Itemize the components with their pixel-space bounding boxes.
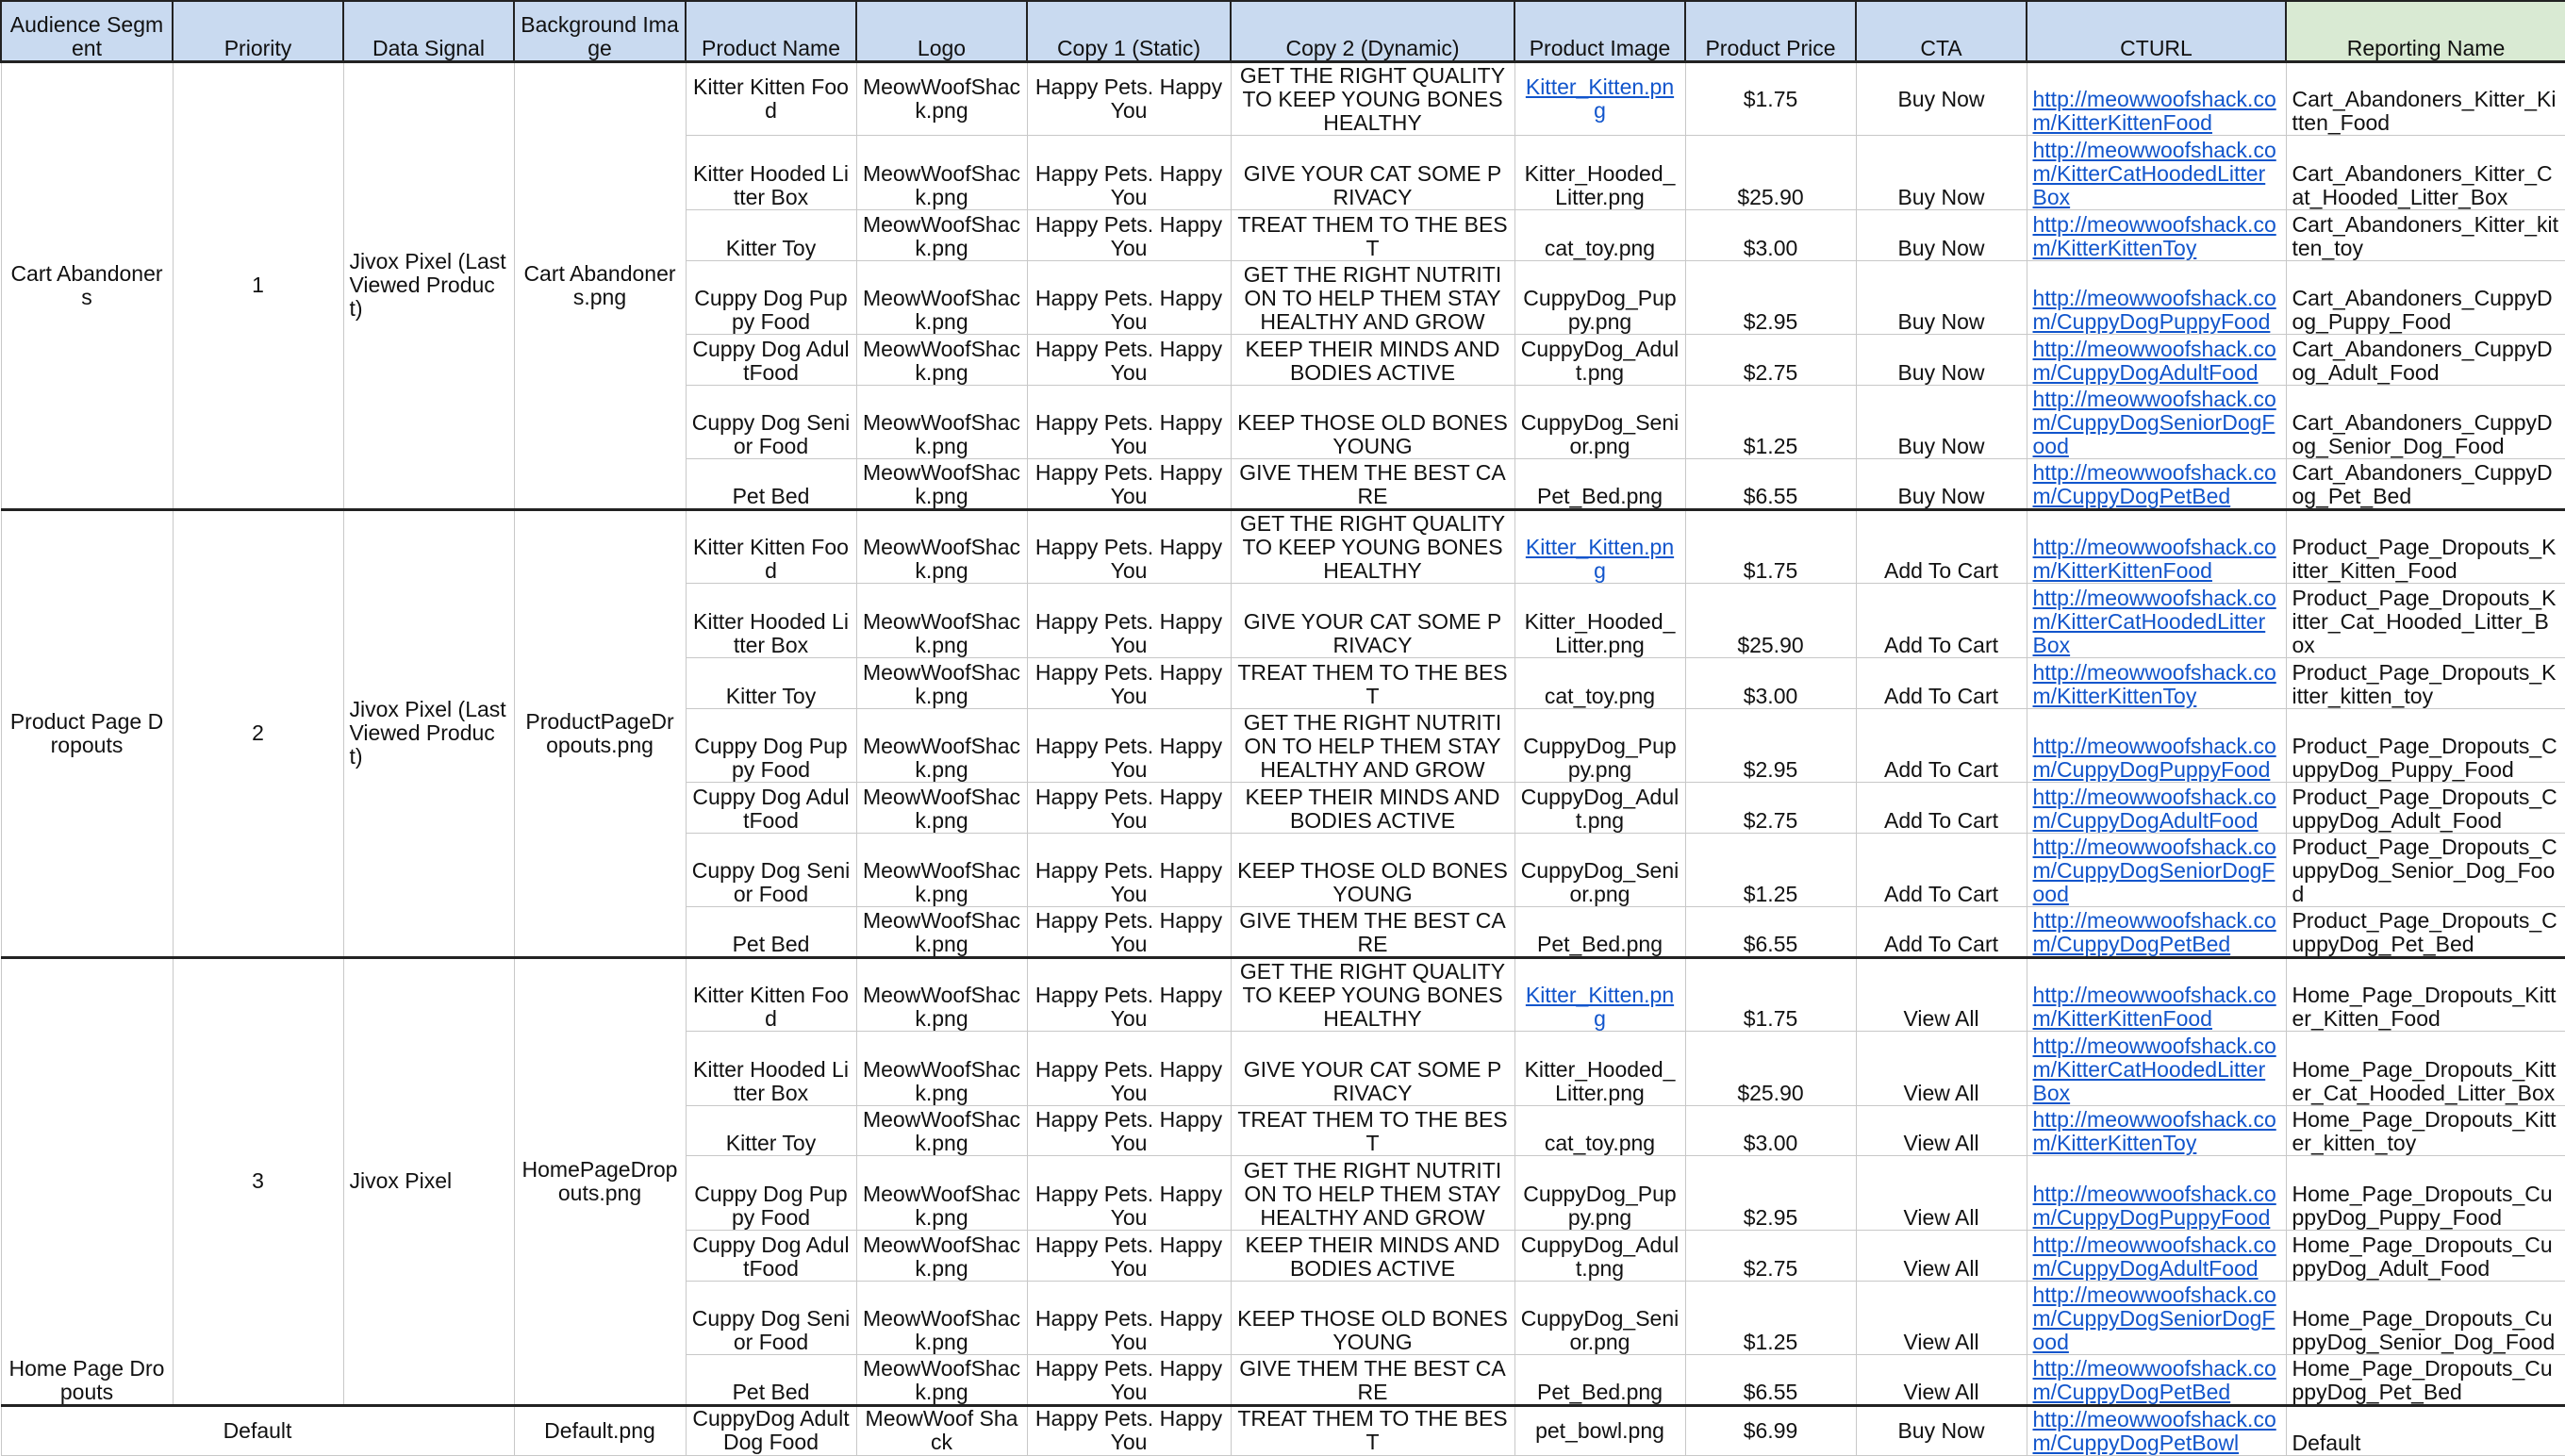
product-price-cell[interactable]: $3.00 (1685, 1105, 1856, 1156)
product-name-cell[interactable]: Kitter Hooded Litter Box (686, 1032, 856, 1105)
cta-cell[interactable]: Buy Now (1856, 385, 2027, 458)
copy-dynamic-cell[interactable]: KEEP THOSE OLD BONES YOUNG (1231, 385, 1514, 458)
header-logo[interactable]: Logo (856, 1, 1027, 62)
cturl-link[interactable]: http://meowwoofshack.com/KitterCatHoodedLitterBox (2032, 1033, 2276, 1105)
product-name-cell[interactable]: Cuppy Dog AdultFood (686, 782, 856, 833)
cturl-cell[interactable] (2027, 657, 2286, 708)
cturl-cell[interactable] (2027, 833, 2286, 906)
reporting-name-cell[interactable]: Product_Page_Dropouts_CuppyDog_Puppy_Food (2286, 708, 2565, 782)
copy-dynamic-cell[interactable]: TREAT THEM TO THE BEST (1231, 1105, 1514, 1156)
cta-cell[interactable]: Buy Now (1856, 1405, 2027, 1455)
product-name-cell[interactable]: CuppyDog Adult Dog Food (686, 1405, 856, 1455)
header-copy-1[interactable]: Copy 1 (Static) (1027, 1, 1231, 62)
product-image-cell[interactable]: Kitter_Hooded_Litter.png (1514, 584, 1685, 657)
product-image-cell[interactable]: CuppyDog_Adult.png (1514, 1230, 1685, 1281)
product-price-cell[interactable]: $6.55 (1685, 459, 1856, 510)
reporting-name-cell[interactable]: Home_Page_Dropouts_CuppyDog_Adult_Food (2286, 1230, 2565, 1281)
product-name-cell[interactable]: Kitter Toy (686, 1105, 856, 1156)
product-name-cell[interactable]: Pet Bed (686, 907, 856, 958)
copy-static-cell[interactable]: Happy Pets. Happy You (1027, 1105, 1231, 1156)
cturl-link[interactable]: http://meowwoofshack.com/CuppyDogSeniorDogFood (2032, 387, 2276, 459)
data-signal-cell[interactable]: Jivox Pixel (Last Viewed Product) (343, 509, 514, 957)
product-name-cell[interactable]: Kitter Toy (686, 657, 856, 708)
cturl-link[interactable]: http://meowwoofshack.com/CuppyDogSeniorDogFood (2032, 835, 2276, 907)
cturl-cell[interactable] (2027, 1281, 2286, 1354)
header-background-image[interactable]: Background Image (514, 1, 686, 62)
product-name-cell[interactable]: Pet Bed (686, 459, 856, 510)
logo-cell[interactable]: MeowWoofShack.png (856, 1105, 1027, 1156)
cta-cell[interactable]: View All (1856, 1230, 2027, 1281)
cta-cell[interactable]: Buy Now (1856, 334, 2027, 385)
product-price-cell[interactable]: $2.75 (1685, 1230, 1856, 1281)
cta-cell[interactable]: Buy Now (1856, 459, 2027, 510)
product-price-cell[interactable]: $2.75 (1685, 782, 1856, 833)
logo-cell[interactable]: MeowWoofShack.png (856, 1156, 1027, 1230)
reporting-name-cell[interactable]: Product_Page_Dropouts_CuppyDog_Senior_Dog_Food (2286, 833, 2565, 906)
product-image-cell[interactable]: CuppyDog_Adult.png (1514, 334, 1685, 385)
background-image-cell[interactable]: HomePageDropouts.png (514, 957, 686, 1405)
product-image-link[interactable]: Kitter_Kitten.png (1525, 74, 1675, 124)
product-image-cell[interactable]: Pet_Bed.png (1514, 1355, 1685, 1406)
reporting-name-cell[interactable]: Cart_Abandoners_Kitter_Cat_Hooded_Litter_Box (2286, 136, 2565, 209)
copy-static-cell[interactable]: Happy Pets. Happy You (1027, 708, 1231, 782)
reporting-name-cell[interactable]: Cart_Abandoners_Kitter_kitten_toy (2286, 209, 2565, 260)
product-image-cell[interactable]: CuppyDog_Senior.png (1514, 385, 1685, 458)
product-price-cell[interactable]: $2.95 (1685, 708, 1856, 782)
cta-cell[interactable]: Add To Cart (1856, 657, 2027, 708)
cturl-cell[interactable] (2027, 957, 2286, 1031)
cta-cell[interactable]: View All (1856, 1355, 2027, 1406)
cturl-cell[interactable] (2027, 62, 2286, 136)
product-price-cell[interactable]: $6.99 (1685, 1405, 1856, 1455)
reporting-name-cell[interactable]: Cart_Abandoners_CuppyDog_Senior_Dog_Food (2286, 385, 2565, 458)
table-row (1, 509, 2565, 583)
cturl-link[interactable]: http://meowwoofshack.com/CuppyDogAdultFood (2032, 784, 2276, 833)
copy-static-cell[interactable]: Happy Pets. Happy You (1027, 657, 1231, 708)
header-row (1, 1, 2565, 62)
copy-static-cell[interactable]: Happy Pets. Happy You (1027, 459, 1231, 510)
product-image-cell[interactable] (1514, 509, 1685, 583)
product-price-cell[interactable]: $1.25 (1685, 1281, 1856, 1354)
product-price-cell[interactable]: $3.00 (1685, 657, 1856, 708)
cta-cell[interactable]: View All (1856, 1281, 2027, 1354)
logo-cell[interactable]: MeowWoofShack.png (856, 1032, 1027, 1105)
product-name-cell[interactable]: Cuppy Dog AdultFood (686, 334, 856, 385)
cturl-link[interactable]: http://meowwoofshack.com/KitterKittenFood (2032, 535, 2276, 584)
copy-dynamic-cell[interactable]: KEEP THEIR MINDS AND BODIES ACTIVE (1231, 782, 1514, 833)
header-product-price[interactable]: Product Price (1685, 1, 1856, 62)
priority-cell[interactable]: 3 (173, 957, 343, 1405)
cturl-cell[interactable] (2027, 1405, 2286, 1455)
background-image-cell[interactable]: Default.png (514, 1405, 686, 1455)
product-name-cell[interactable]: Cuppy Dog Senior Food (686, 833, 856, 906)
product-name-cell[interactable]: Cuppy Dog Puppy Food (686, 1156, 856, 1230)
cturl-link[interactable]: http://meowwoofshack.com/KitterKittenFood (2032, 87, 2276, 136)
cturl-link[interactable]: http://meowwoofshack.com/CuppyDogPetBed (2032, 459, 2276, 508)
logo-cell[interactable]: MeowWoof Shack (856, 1405, 1027, 1455)
table-row (1, 62, 2565, 136)
header-cturl[interactable]: CTURL (2027, 1, 2286, 62)
product-price-cell[interactable]: $25.90 (1685, 136, 1856, 209)
cturl-link[interactable]: http://meowwoofshack.com/CuppyDogPetBed (2032, 1355, 2276, 1404)
logo-cell[interactable]: MeowWoofShack.png (856, 385, 1027, 458)
reporting-name-cell[interactable]: Home_Page_Dropouts_CuppyDog_Puppy_Food (2286, 1156, 2565, 1230)
copy-static-cell[interactable]: Happy Pets. Happy You (1027, 209, 1231, 260)
copy-dynamic-cell[interactable]: TREAT THEM TO THE BEST (1231, 1405, 1514, 1455)
cturl-cell[interactable] (2027, 1230, 2286, 1281)
cta-cell[interactable]: Add To Cart (1856, 509, 2027, 583)
reporting-name-cell[interactable]: Home_Page_Dropouts_Kitter_Kitten_Food (2286, 957, 2565, 1031)
reporting-name-cell[interactable]: Cart_Abandoners_CuppyDog_Pet_Bed (2286, 459, 2565, 510)
logo-cell[interactable]: MeowWoofShack.png (856, 1355, 1027, 1406)
logo-cell[interactable]: MeowWoofShack.png (856, 459, 1027, 510)
reporting-name-cell[interactable]: Cart_Abandoners_CuppyDog_Puppy_Food (2286, 260, 2565, 334)
product-price-cell[interactable]: $3.00 (1685, 209, 1856, 260)
product-image-cell[interactable]: CuppyDog_Senior.png (1514, 833, 1685, 906)
copy-dynamic-cell[interactable]: GET THE RIGHT QUALITY TO KEEP YOUNG BONES HEALTHY (1231, 509, 1514, 583)
cta-cell[interactable]: View All (1856, 1156, 2027, 1230)
cturl-cell[interactable] (2027, 209, 2286, 260)
copy-dynamic-cell[interactable]: GET THE RIGHT NUTRITION TO HELP THEM STAY HEALTHY AND GROW (1231, 708, 1514, 782)
reporting-name-cell[interactable]: Product_Page_Dropouts_CuppyDog_Pet_Bed (2286, 907, 2565, 958)
cturl-link[interactable]: http://meowwoofshack.com/CuppyDogPuppyFood (2032, 1181, 2276, 1230)
product-image-cell[interactable]: cat_toy.png (1514, 209, 1685, 260)
cturl-link[interactable]: http://meowwoofshack.com/CuppyDogSeniorDogFood (2032, 1282, 2276, 1354)
product-image-cell[interactable]: cat_toy.png (1514, 1105, 1685, 1156)
cturl-cell[interactable] (2027, 260, 2286, 334)
copy-static-cell[interactable]: Happy Pets. Happy You (1027, 1230, 1231, 1281)
copy-dynamic-cell[interactable]: KEEP THOSE OLD BONES YOUNG (1231, 1281, 1514, 1354)
header-row-group (1, 1, 2565, 62)
cturl-link[interactable]: http://meowwoofshack.com/CuppyDogPetBowl (2032, 1407, 2276, 1455)
product-price-cell[interactable]: $1.75 (1685, 62, 1856, 136)
header-reporting-name[interactable]: Reporting Name (2286, 1, 2565, 62)
product-price-cell[interactable]: $1.75 (1685, 957, 1856, 1031)
cturl-cell[interactable] (2027, 708, 2286, 782)
product-image-cell[interactable]: Pet_Bed.png (1514, 459, 1685, 510)
product-image-cell[interactable]: CuppyDog_Senior.png (1514, 1281, 1685, 1354)
product-name-cell[interactable]: Cuppy Dog Puppy Food (686, 708, 856, 782)
cta-cell[interactable]: Buy Now (1856, 260, 2027, 334)
cturl-link[interactable]: http://meowwoofshack.com/CuppyDogAdultFood (2032, 1232, 2276, 1281)
reporting-name-cell[interactable]: Cart_Abandoners_CuppyDog_Adult_Food (2286, 334, 2565, 385)
logo-cell[interactable]: MeowWoofShack.png (856, 708, 1027, 782)
reporting-name-cell[interactable]: Home_Page_Dropouts_CuppyDog_Senior_Dog_Food (2286, 1281, 2565, 1354)
product-name-cell[interactable]: Kitter Hooded Litter Box (686, 584, 856, 657)
copy-static-cell[interactable]: Happy Pets. Happy You (1027, 1156, 1231, 1230)
logo-cell[interactable]: MeowWoofShack.png (856, 1281, 1027, 1354)
product-price-cell[interactable]: $2.95 (1685, 260, 1856, 334)
table-row (1, 957, 2565, 1031)
copy-dynamic-cell[interactable]: GET THE RIGHT NUTRITION TO HELP THEM STAY HEALTHY AND GROW (1231, 260, 1514, 334)
cturl-link[interactable]: http://meowwoofshack.com/CuppyDogPuppyFood (2032, 285, 2276, 334)
product-name-cell[interactable]: Cuppy Dog AdultFood (686, 1230, 856, 1281)
product-image-link[interactable]: Kitter_Kitten.png (1525, 983, 1675, 1032)
copy-static-cell[interactable]: Happy Pets. Happy You (1027, 957, 1231, 1031)
reporting-name-cell[interactable]: Product_Page_Dropouts_Kitter_Cat_Hooded_Litter_Box (2286, 584, 2565, 657)
cta-cell[interactable]: Add To Cart (1856, 708, 2027, 782)
cturl-link[interactable]: http://meowwoofshack.com/KitterCatHoodedLitterBox (2032, 585, 2276, 657)
product-image-cell[interactable]: CuppyDog_Adult.png (1514, 782, 1685, 833)
product-image-cell[interactable] (1514, 62, 1685, 136)
logo-cell[interactable]: MeowWoofShack.png (856, 509, 1027, 583)
logo-cell[interactable]: MeowWoofShack.png (856, 334, 1027, 385)
reporting-name-cell[interactable]: Product_Page_Dropouts_Kitter_Kitten_Food (2286, 509, 2565, 583)
reporting-name-cell[interactable]: Cart_Abandoners_Kitter_Kitten_Food (2286, 62, 2565, 136)
cturl-cell[interactable] (2027, 136, 2286, 209)
cturl-link[interactable]: http://meowwoofshack.com/KitterKittenToy (2032, 211, 2276, 260)
copy-dynamic-cell[interactable]: GIVE THEM THE BEST CARE (1231, 1355, 1514, 1406)
product-image-cell[interactable]: CuppyDog_Puppy.png (1514, 1156, 1685, 1230)
copy-dynamic-cell[interactable]: GET THE RIGHT NUTRITION TO HELP THEM STAY HEALTHY AND GROW (1231, 1156, 1514, 1230)
copy-static-cell[interactable]: Happy Pets. Happy You (1027, 1355, 1231, 1406)
product-name-cell[interactable]: Cuppy Dog Puppy Food (686, 260, 856, 334)
copy-dynamic-cell[interactable]: TREAT THEM TO THE BEST (1231, 657, 1514, 708)
priority-cell[interactable]: 2 (173, 509, 343, 957)
copy-static-cell[interactable]: Happy Pets. Happy You (1027, 1032, 1231, 1105)
product-price-cell[interactable]: $1.25 (1685, 833, 1856, 906)
cturl-cell[interactable] (2027, 1105, 2286, 1156)
cta-cell[interactable]: Add To Cart (1856, 782, 2027, 833)
logo-cell[interactable]: MeowWoofShack.png (856, 782, 1027, 833)
copy-static-cell[interactable]: Happy Pets. Happy You (1027, 385, 1231, 458)
cta-cell[interactable]: Buy Now (1856, 136, 2027, 209)
header-copy-2[interactable]: Copy 2 (Dynamic) (1231, 1, 1514, 62)
product-name-cell[interactable]: Kitter Kitten Food (686, 62, 856, 136)
product-price-cell[interactable]: $2.75 (1685, 334, 1856, 385)
product-name-cell[interactable]: Cuppy Dog Senior Food (686, 1281, 856, 1354)
cta-cell[interactable]: Add To Cart (1856, 907, 2027, 958)
product-price-cell[interactable]: $2.95 (1685, 1156, 1856, 1230)
product-name-cell[interactable]: Pet Bed (686, 1355, 856, 1406)
cta-cell[interactable]: Add To Cart (1856, 584, 2027, 657)
product-name-cell[interactable]: Cuppy Dog Senior Food (686, 385, 856, 458)
cta-cell[interactable]: Buy Now (1856, 62, 2027, 136)
product-name-cell[interactable]: Kitter Hooded Litter Box (686, 136, 856, 209)
cturl-cell[interactable] (2027, 509, 2286, 583)
cturl-cell[interactable] (2027, 459, 2286, 510)
copy-static-cell[interactable]: Happy Pets. Happy You (1027, 833, 1231, 906)
logo-cell[interactable]: MeowWoofShack.png (856, 62, 1027, 136)
copy-static-cell[interactable]: Happy Pets. Happy You (1027, 584, 1231, 657)
product-image-cell[interactable]: pet_bowl.png (1514, 1405, 1685, 1455)
cturl-link[interactable]: http://meowwoofshack.com/KitterKittenFood (2032, 983, 2276, 1032)
audience-segment-cell[interactable]: Home Page Dropouts (1, 957, 173, 1405)
cturl-cell[interactable] (2027, 1156, 2286, 1230)
copy-dynamic-cell[interactable]: KEEP THEIR MINDS AND BODIES ACTIVE (1231, 334, 1514, 385)
copy-static-cell[interactable]: Happy Pets. Happy You (1027, 907, 1231, 958)
copy-dynamic-cell[interactable]: KEEP THEIR MINDS AND BODIES ACTIVE (1231, 1230, 1514, 1281)
product-name-cell[interactable]: Kitter Toy (686, 209, 856, 260)
copy-dynamic-cell[interactable]: GIVE YOUR CAT SOME PRIVACY (1231, 136, 1514, 209)
cturl-cell[interactable] (2027, 385, 2286, 458)
header-cta[interactable]: CTA (1856, 1, 2027, 62)
reporting-name-cell[interactable]: Product_Page_Dropouts_Kitter_kitten_toy (2286, 657, 2565, 708)
copy-static-cell[interactable]: Happy Pets. Happy You (1027, 260, 1231, 334)
copy-dynamic-cell[interactable]: GIVE THEM THE BEST CARE (1231, 907, 1514, 958)
cturl-cell[interactable] (2027, 782, 2286, 833)
cturl-cell[interactable] (2027, 334, 2286, 385)
reporting-name-cell[interactable]: Home_Page_Dropouts_Kitter_kitten_toy (2286, 1105, 2565, 1156)
product-image-cell[interactable]: Pet_Bed.png (1514, 907, 1685, 958)
logo-cell[interactable]: MeowWoofShack.png (856, 136, 1027, 209)
product-image-link[interactable]: Kitter_Kitten.png (1525, 535, 1675, 584)
header-audience-segment[interactable]: Audience Segment (1, 1, 173, 62)
copy-static-cell[interactable]: Happy Pets. Happy You (1027, 334, 1231, 385)
product-image-cell[interactable]: CuppyDog_Puppy.png (1514, 708, 1685, 782)
audience-segment-cell[interactable]: Product Page Dropouts (1, 509, 173, 957)
product-image-cell[interactable]: Kitter_Hooded_Litter.png (1514, 136, 1685, 209)
copy-static-cell[interactable]: Happy Pets. Happy You (1027, 136, 1231, 209)
cturl-link[interactable]: http://meowwoofshack.com/CuppyDogPetBed (2032, 907, 2276, 956)
logo-cell[interactable]: MeowWoofShack.png (856, 1230, 1027, 1281)
background-image-cell[interactable]: Cart Abandoners.png (514, 62, 686, 510)
product-name-cell[interactable]: Kitter Kitten Food (686, 957, 856, 1031)
product-image-cell[interactable]: cat_toy.png (1514, 657, 1685, 708)
copy-static-cell[interactable]: Happy Pets. Happy You (1027, 1405, 1231, 1455)
reporting-name-cell[interactable]: Default (2286, 1405, 2565, 1455)
default-row (1, 1405, 2565, 1455)
reporting-name-cell[interactable]: Product_Page_Dropouts_CuppyDog_Adult_Food (2286, 782, 2565, 833)
header-product-image[interactable]: Product Image (1514, 1, 1685, 62)
cturl-cell[interactable] (2027, 1032, 2286, 1105)
copy-dynamic-cell[interactable]: TREAT THEM TO THE BEST (1231, 209, 1514, 260)
cturl-cell[interactable] (2027, 1355, 2286, 1406)
cta-cell[interactable]: Buy Now (1856, 209, 2027, 260)
logo-cell[interactable]: MeowWoofShack.png (856, 657, 1027, 708)
priority-cell[interactable]: 1 (173, 62, 343, 510)
cturl-cell[interactable] (2027, 907, 2286, 958)
cta-cell[interactable]: View All (1856, 1032, 2027, 1105)
cta-cell[interactable]: Add To Cart (1856, 833, 2027, 906)
product-image-cell[interactable]: Kitter_Hooded_Litter.png (1514, 1032, 1685, 1105)
header-product-name[interactable]: Product Name (686, 1, 856, 62)
product-price-cell[interactable]: $1.25 (1685, 385, 1856, 458)
cturl-link[interactable]: http://meowwoofshack.com/CuppyDogAdultFood (2032, 336, 2276, 385)
copy-dynamic-cell[interactable]: GET THE RIGHT QUALITY TO KEEP YOUNG BONES HEALTHY (1231, 62, 1514, 136)
product-price-cell[interactable]: $25.90 (1685, 1032, 1856, 1105)
copy-dynamic-cell[interactable]: KEEP THOSE OLD BONES YOUNG (1231, 833, 1514, 906)
logo-cell[interactable]: MeowWoofShack.png (856, 957, 1027, 1031)
reporting-name-cell[interactable]: Home_Page_Dropouts_Kitter_Cat_Hooded_Litter_Box (2286, 1032, 2565, 1105)
cturl-cell[interactable] (2027, 584, 2286, 657)
copy-static-cell[interactable]: Happy Pets. Happy You (1027, 509, 1231, 583)
header-data-signal[interactable]: Data Signal (343, 1, 514, 62)
header-priority[interactable]: Priority (173, 1, 343, 62)
copy-static-cell[interactable]: Happy Pets. Happy You (1027, 62, 1231, 136)
data-signal-cell[interactable]: Jivox Pixel (Last Viewed Product) (343, 62, 514, 510)
product-price-cell[interactable]: $1.75 (1685, 509, 1856, 583)
cturl-link[interactable]: http://meowwoofshack.com/KitterCatHoodedLitterBox (2032, 137, 2276, 209)
cta-cell[interactable]: View All (1856, 1105, 2027, 1156)
copy-dynamic-cell[interactable]: GET THE RIGHT QUALITY TO KEEP YOUNG BONES HEALTHY (1231, 957, 1514, 1031)
logo-cell[interactable]: MeowWoofShack.png (856, 907, 1027, 958)
copy-dynamic-cell[interactable]: GIVE YOUR CAT SOME PRIVACY (1231, 1032, 1514, 1105)
copy-static-cell[interactable]: Happy Pets. Happy You (1027, 782, 1231, 833)
cta-cell[interactable]: View All (1856, 957, 2027, 1031)
copy-static-cell[interactable]: Happy Pets. Happy You (1027, 1281, 1231, 1354)
logo-cell[interactable]: MeowWoofShack.png (856, 584, 1027, 657)
cturl-link[interactable]: http://meowwoofshack.com/CuppyDogPuppyFood (2032, 733, 2276, 782)
audience-segment-cell[interactable]: Cart Abandoners (1, 62, 173, 510)
copy-dynamic-cell[interactable]: GIVE YOUR CAT SOME PRIVACY (1231, 584, 1514, 657)
product-image-cell[interactable]: CuppyDog_Puppy.png (1514, 260, 1685, 334)
logo-cell[interactable]: MeowWoofShack.png (856, 833, 1027, 906)
cturl-link[interactable]: http://meowwoofshack.com/KitterKittenToy (2032, 659, 2276, 708)
logo-cell[interactable]: MeowWoofShack.png (856, 260, 1027, 334)
copy-dynamic-cell[interactable]: GIVE THEM THE BEST CARE (1231, 459, 1514, 510)
cturl-link[interactable]: http://meowwoofshack.com/KitterKittenToy (2032, 1107, 2276, 1156)
logo-cell[interactable]: MeowWoofShack.png (856, 209, 1027, 260)
data-signal-cell[interactable]: Jivox Pixel (343, 957, 514, 1405)
product-name-cell[interactable]: Kitter Kitten Food (686, 509, 856, 583)
default-label-cell[interactable]: Default (1, 1405, 514, 1455)
reporting-name-cell[interactable]: Home_Page_Dropouts_CuppyDog_Pet_Bed (2286, 1355, 2565, 1406)
sheet-body (1, 62, 2565, 1456)
product-price-cell[interactable]: $25.90 (1685, 584, 1856, 657)
product-image-cell[interactable] (1514, 957, 1685, 1031)
product-price-cell[interactable]: $6.55 (1685, 1355, 1856, 1406)
background-image-cell[interactable]: ProductPageDropouts.png (514, 509, 686, 957)
product-price-cell[interactable]: $6.55 (1685, 907, 1856, 958)
